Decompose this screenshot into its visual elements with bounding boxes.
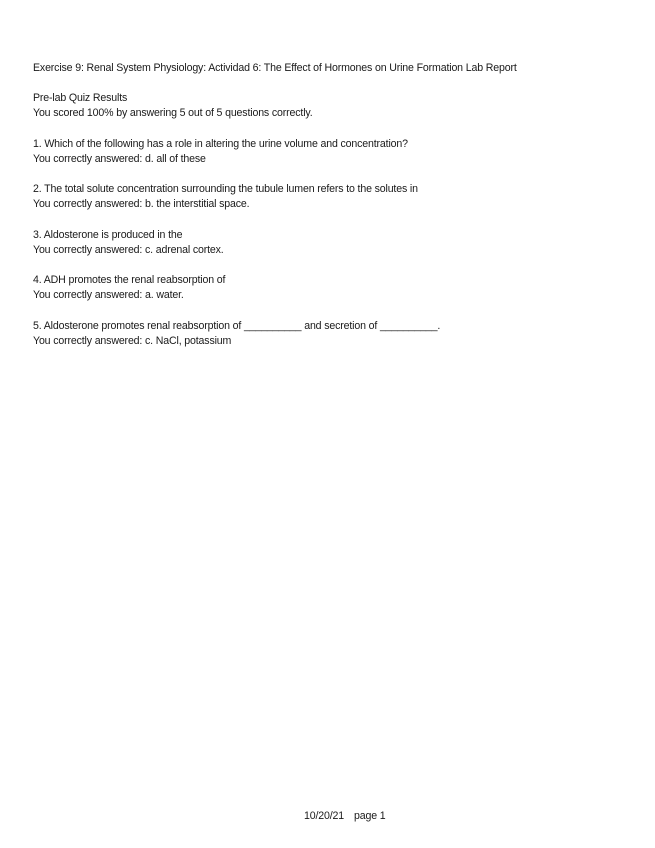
answer-3: You correctly answered: c. adrenal cortex. [33,244,224,256]
question-1: 1. Which of the following has a role in altering the urine volume and concentration? [33,138,408,150]
quiz-heading: Pre-lab Quiz Results [33,92,128,104]
footer-date: 10/20/21 [304,810,345,822]
answer-2: You correctly answered: b. the interstitial space. [33,198,250,210]
answer-4: You correctly answered: a. water. [33,289,184,301]
page-footer [304,810,386,823]
question-4: 4. ADH promotes the renal reabsorption of [33,274,226,286]
question-5: 5. Aldosterone promotes renal reabsorption of __________ and secretion of __________. [33,320,441,332]
quiz-score: You scored 100% by answering 5 out of 5 questions correctly. [33,107,313,119]
footer-page-number: page 1 [354,810,386,822]
question-3: 3. Aldosterone is produced in the [33,229,183,241]
question-2: 2. The total solute concentration surrounding the tubule lumen refers to the solutes in [33,183,418,195]
answer-1: You correctly answered: d. all of these [33,153,206,165]
document-title: Exercise 9: Renal System Physiology: Actividad 6: The Effect of Hormones on Urine Formation Lab Report [33,62,517,74]
answer-5: You correctly answered: c. NaCl, potassium [33,335,232,347]
